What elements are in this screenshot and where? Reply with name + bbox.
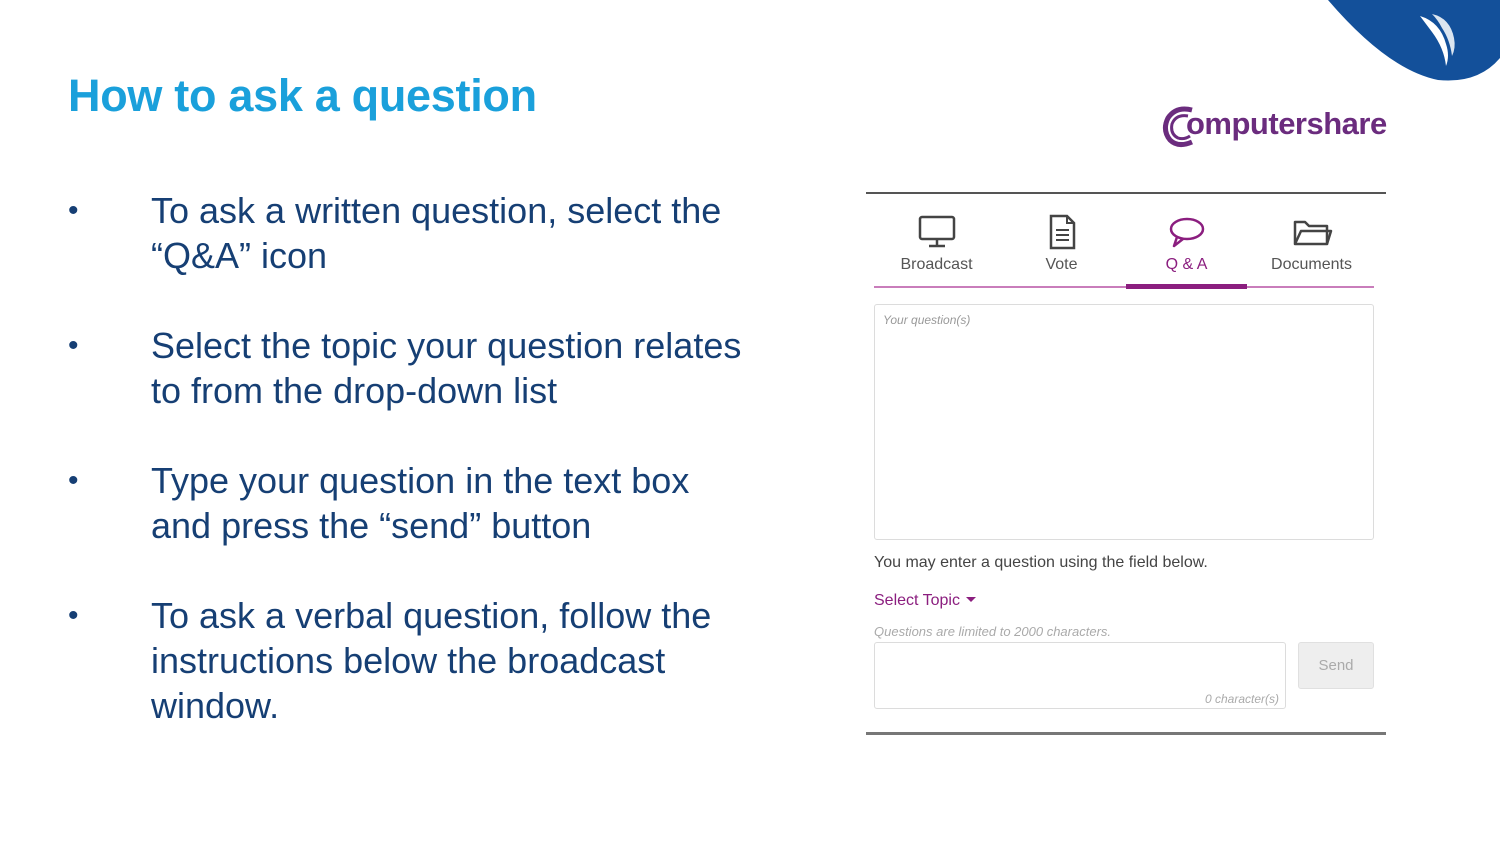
tab-label: Q & A (1165, 256, 1208, 273)
document-icon (1041, 214, 1083, 250)
bullet-dot: • (68, 464, 79, 497)
tab-broadcast[interactable] (874, 204, 999, 286)
tab-label: Broadcast (900, 256, 973, 273)
bullet-text: To ask a written question, select the “Q&A” icon (151, 190, 722, 276)
list-item (66, 188, 756, 278)
monitor-icon (916, 214, 958, 250)
select-topic-dropdown[interactable] (874, 592, 976, 610)
entry-hint: You may enter a question using the field below. (874, 554, 1208, 571)
tab-vote[interactable] (999, 204, 1124, 286)
list-item (66, 323, 756, 413)
instruction-list (66, 188, 756, 773)
corner-brand-tab (1328, 0, 1500, 84)
question-input[interactable] (874, 642, 1286, 709)
speech-bubble-icon (1166, 214, 1208, 250)
logo-text: omputershare (1186, 106, 1387, 141)
computershare-logo (1162, 102, 1388, 148)
tab-documents[interactable] (1249, 204, 1374, 286)
page-title: How to ask a question (68, 70, 537, 121)
list-item (66, 458, 756, 548)
question-box-placeholder: Your question(s) (883, 313, 971, 327)
character-limit-note: Questions are limited to 2000 characters. (874, 624, 1112, 639)
bullet-text: Select the topic your question relates to from the drop-down list (151, 325, 742, 411)
tab-bar (874, 204, 1374, 288)
select-topic-label: Select Topic (874, 592, 960, 609)
tab-qa[interactable] (1124, 204, 1249, 286)
bullet-text: To ask a verbal question, follow the instructions below the broadcast window. (151, 595, 712, 726)
send-button[interactable]: Send (1298, 642, 1374, 689)
list-item (66, 593, 756, 728)
question-history-box (874, 304, 1374, 540)
caret-down-icon (966, 597, 976, 602)
character-count: 0 character(s) (1204, 692, 1279, 706)
tab-label: Vote (1045, 256, 1078, 273)
bullet-dot: • (68, 194, 79, 227)
bullet-dot: • (68, 599, 79, 632)
tab-label: Documents (1271, 256, 1352, 273)
bullet-dot: • (68, 329, 79, 362)
qa-panel-screenshot (866, 192, 1386, 735)
folder-icon (1291, 214, 1333, 250)
bullet-text: Type your question in the text box and press the “send” button (151, 460, 690, 546)
